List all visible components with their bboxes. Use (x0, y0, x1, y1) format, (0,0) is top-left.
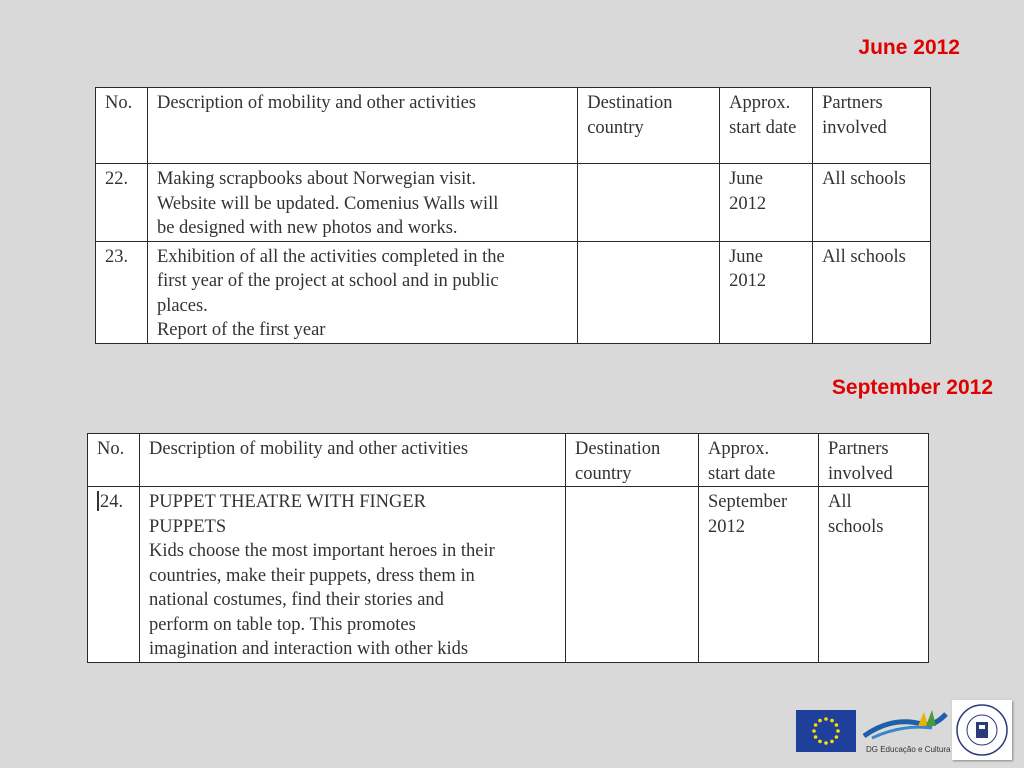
header-description: Description of mobility and other activities (140, 434, 566, 487)
row-partners: All schools (819, 487, 929, 663)
text-cursor-icon (97, 491, 99, 511)
header-partners: Partners involved (819, 434, 929, 487)
row-destination (578, 164, 720, 242)
header-destination: Destination country (578, 88, 720, 164)
table-row (96, 164, 931, 242)
dg-education-caption: DG Educação e Cultura (866, 745, 951, 754)
row-description: Exhibition of all the activities completed in the first year of the project at school and in public places. Report of the first year (147, 241, 577, 343)
row-description: Making scrapbooks about Norwegian visit. Website will be updated. Comenius Walls will be designed with new photos and works. (147, 164, 577, 242)
activities-table-june (95, 87, 931, 344)
header-date: Approx. start date (699, 434, 819, 487)
row-description: PUPPET THEATRE WITH FINGER PUPPETS Kids choose the most important heroes in their countries, make their puppets, dress them in national costumes, find their stories and perform on table top. This promotes imagination and interaction with other kids (140, 487, 566, 663)
section-heading-september: September 2012 (831, 376, 993, 399)
row-no: 24. (88, 487, 140, 663)
row-date: June 2012 (720, 164, 813, 242)
table-header-row (88, 434, 929, 487)
row-no: 23. (96, 241, 148, 343)
header-no: No. (96, 88, 148, 164)
row-no: 22. (96, 164, 148, 242)
table-row (96, 241, 931, 343)
table-header-row (96, 88, 931, 164)
table-row (88, 487, 929, 663)
row-destination (578, 241, 720, 343)
row-partners: All schools (813, 164, 931, 242)
school-seal-icon (952, 700, 1012, 760)
activities-table-september (87, 433, 929, 663)
eu-flag-icon (796, 710, 856, 752)
header-destination: Destination country (566, 434, 699, 487)
row-destination (566, 487, 699, 663)
row-partners: All schools (813, 241, 931, 343)
header-partners: Partners involved (813, 88, 931, 164)
header-no: No. (88, 434, 140, 487)
header-date: Approx. start date (720, 88, 813, 164)
header-description: Description of mobility and other activities (147, 88, 577, 164)
section-heading-june: June 2012 (858, 36, 960, 59)
row-date: June 2012 (720, 241, 813, 343)
row-date: September 2012 (699, 487, 819, 663)
